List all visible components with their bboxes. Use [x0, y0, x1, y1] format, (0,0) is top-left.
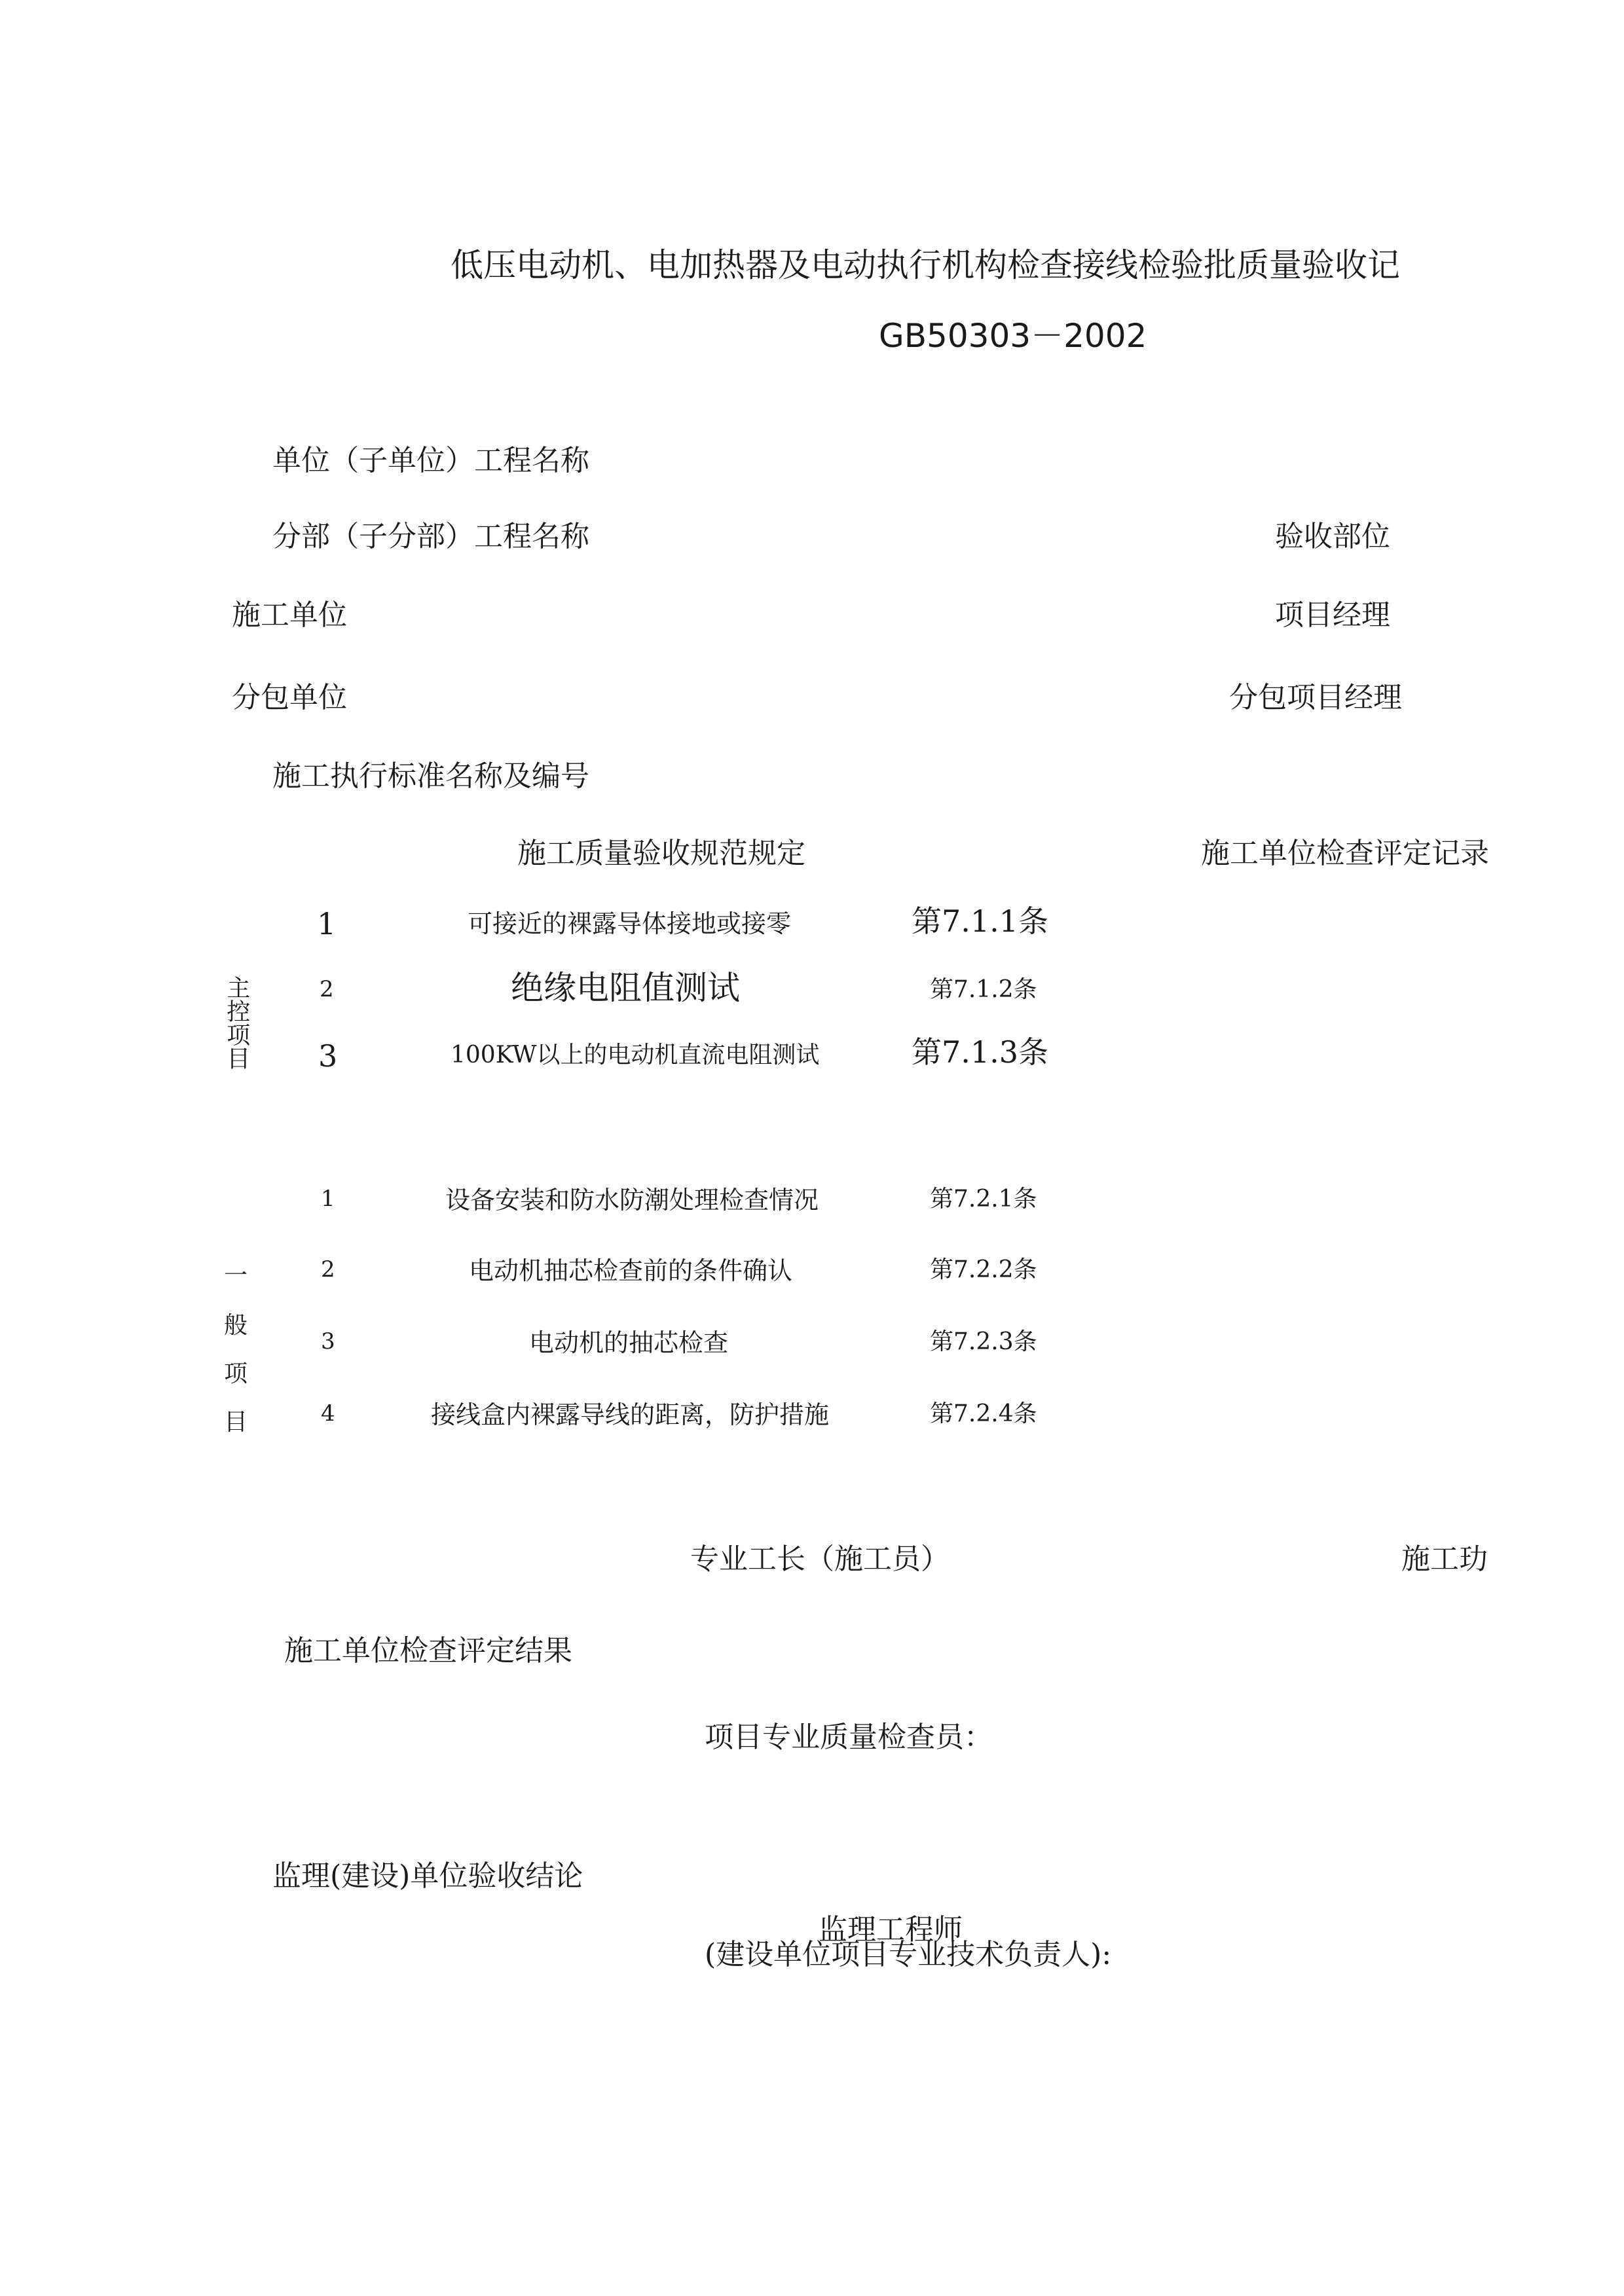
general-row-2-no: 2 [321, 1256, 335, 1283]
general-row-1-clause: 第7.2.1条 [930, 1186, 1037, 1212]
general-row-4-item: 接线盒内裸露导线的距离，防护措施 [431, 1400, 830, 1429]
main-row-3-item: 100KW以上的电动机直流电阻测试 [451, 1042, 820, 1068]
main-row-1-clause: 第7.1.1条 [912, 903, 1049, 939]
subcontract-unit-label: 分包单位 [232, 681, 347, 714]
project-manager-label: 项目经理 [1275, 598, 1390, 632]
subcontract-manager-label: 分包项目经理 [1229, 681, 1402, 714]
acceptance-part-label: 验收部位 [1275, 520, 1390, 553]
quality-inspector-label: 项目专业质量检查员： [705, 1721, 993, 1754]
check-result-label: 施工单位检查评定结果 [284, 1634, 572, 1667]
general-row-3-clause: 第7.2.3条 [930, 1328, 1037, 1355]
standard-code: GB50303－2002 [879, 317, 1147, 355]
foreman-label: 专业工长（施工员） [690, 1542, 950, 1576]
general-row-2-clause: 第7.2.2条 [930, 1256, 1037, 1283]
main-row-2-clause: 第7.1.2条 [930, 976, 1037, 1003]
general-row-1-no: 1 [321, 1186, 335, 1212]
general-row-4-clause: 第7.2.4条 [930, 1400, 1037, 1427]
spec-header: 施工质量验收规范规定 [517, 837, 805, 870]
main-items-section-label: 主控项目 [223, 975, 250, 1070]
main-row-1-no: 1 [317, 906, 337, 941]
general-row-3-no: 3 [321, 1328, 335, 1355]
main-row-2-no: 2 [320, 976, 334, 1002]
page-title: 低压电动机、电加热器及电动执行机构检查接线检验批质量验收记 [451, 246, 1400, 284]
main-row-1-item: 可接近的裸露导体接地或接零 [468, 909, 792, 938]
sub-project-label: 分部（子分部）工程名称 [272, 520, 589, 553]
record-header: 施工单位检查评定记录 [1201, 837, 1489, 870]
general-row-2-item: 电动机抽芯检查前的条件确认 [469, 1256, 793, 1285]
general-row-1-item: 设备安装和防水防潮处理检查情况 [445, 1186, 819, 1214]
general-label-char: 项 [224, 1360, 248, 1387]
general-label-char: 一 [224, 1262, 248, 1289]
standard-name-label: 施工执行标准名称及编号 [272, 759, 589, 793]
main-row-2-item: 绝缘电阻值测试 [511, 969, 740, 1007]
owner-representative-label: (建设单位项目专业技术负责人): [705, 1938, 1112, 1971]
general-row-4-no: 4 [321, 1400, 335, 1427]
general-label-char: 目 [224, 1409, 248, 1436]
general-row-3-item: 电动机的抽芯检查 [529, 1328, 729, 1357]
supervision-conclusion-label: 监理(建设)单位验收结论 [272, 1859, 583, 1893]
main-row-3-clause: 第7.1.3条 [912, 1034, 1049, 1070]
unit-project-label: 单位（子单位）工程名称 [272, 444, 589, 477]
main-row-3-no: 3 [318, 1038, 338, 1074]
general-label-char: 般 [224, 1312, 248, 1339]
supervising-engineer-label: 监理工程师 [819, 1913, 963, 1946]
construction-team-label: 施工玏 [1401, 1542, 1488, 1576]
construction-unit-label: 施工单位 [232, 598, 347, 632]
